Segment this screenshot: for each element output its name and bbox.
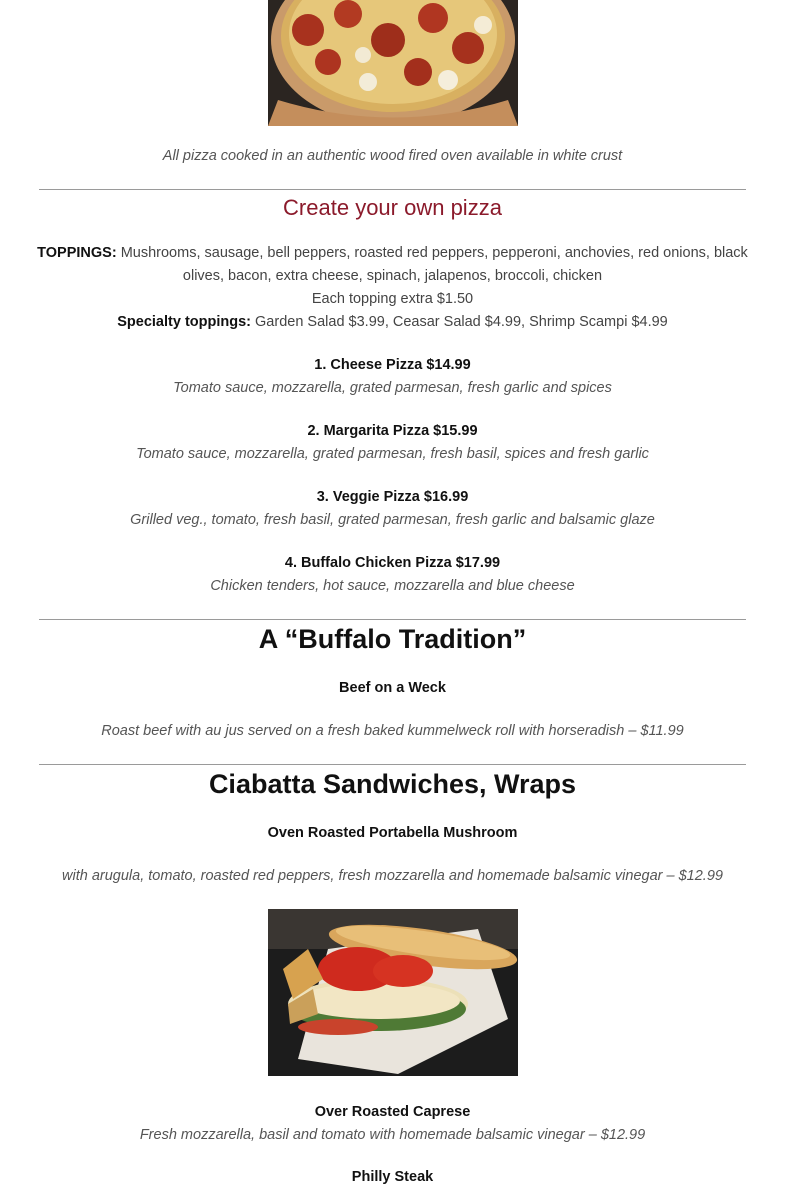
divider <box>39 189 746 190</box>
create-pizza-heading: Create your own pizza <box>283 195 502 220</box>
sandwich-item-title: Over Roasted Caprese <box>314 1104 471 1120</box>
pizza-item-desc: Grilled veg., tomato, fresh basil, grated parmesan, fresh garlic and balsamic glaze <box>130 512 655 528</box>
pizza-item-desc: Tomato sauce, mozzarella, grated parmesan, fresh basil, spices and fresh garlic <box>136 446 649 462</box>
pizza-item-title: 2. Margarita Pizza $15.99 <box>307 423 478 439</box>
toppings-list-2: olives, bacon, extra cheese, spinach, jalapenos, broccoli, chicken <box>182 268 603 284</box>
sandwich-photo <box>268 909 518 1076</box>
pizza-item-desc: Tomato sauce, mozzarella, grated parmesan, fresh garlic and spices <box>173 380 612 396</box>
topping-price: Each topping extra $1.50 <box>311 291 474 307</box>
sandwich-item-desc: Fresh mozzarella, basil and tomato with homemade balsamic vinegar – $12.99 <box>139 1127 646 1143</box>
pizza-item-title: 4. Buffalo Chicken Pizza $17.99 <box>284 555 501 571</box>
pizza-caption: All pizza cooked in an authentic wood fired oven available in white crust <box>162 148 623 164</box>
toppings-list-1: Mushrooms, sausage, bell peppers, roasted red peppers, pepperoni, anchovies, red onions, black <box>116 245 748 261</box>
buffalo-heading: A “Buffalo Tradition” <box>258 624 527 654</box>
pizza-item-title: 3. Veggie Pizza $16.99 <box>316 489 469 505</box>
beef-weck-desc: Roast beef with au jus served on a fresh baked kummelweck roll with horseradish – $11.99 <box>101 723 684 739</box>
specialty-label: Specialty toppings: <box>117 314 251 330</box>
specialty-line <box>0 314 785 330</box>
pizza-photo <box>268 0 518 126</box>
divider <box>39 619 746 620</box>
sandwich-item-desc: with arugula, tomato, roasted red peppers, fresh mozzarella and homemade balsamic vinegar – $12.99 <box>62 868 723 884</box>
pizza-item-title: 1. Cheese Pizza $14.99 <box>314 357 471 373</box>
toppings-line <box>0 245 785 261</box>
toppings-label: TOPPINGS: <box>37 245 117 261</box>
sandwich-heading: Ciabatta Sandwiches, Wraps <box>208 769 577 799</box>
sandwich-item-title: Philly Steak <box>351 1169 434 1185</box>
specialty-text: Garden Salad $3.99, Ceasar Salad $4.99, Shrimp Scampi $4.99 <box>251 314 668 330</box>
pizza-item-desc: Chicken tenders, hot sauce, mozzarella and blue cheese <box>210 578 575 594</box>
divider <box>39 764 746 765</box>
sandwich-item-title: Oven Roasted Portabella Mushroom <box>267 825 518 841</box>
beef-weck-title: Beef on a Weck <box>339 680 446 696</box>
